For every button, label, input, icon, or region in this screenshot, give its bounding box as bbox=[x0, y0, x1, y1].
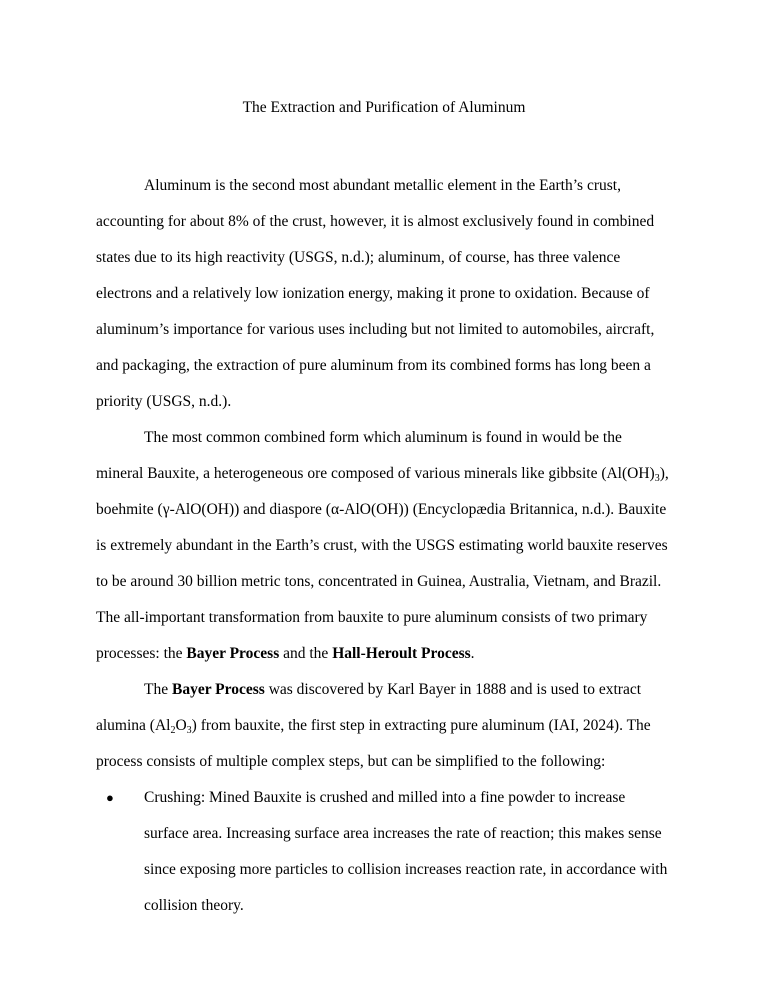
list-item-text: Crushing: Mined Bauxite is crushed and milled into a fine powder to increase surface area. Increasing surface area increases the rate of reaction; this makes sense since exposing more particles to collision increases reaction rate, in accordance with collision theory. bbox=[144, 789, 668, 914]
subscript: 2 bbox=[170, 725, 176, 736]
text-run: ), boehmite (γ-AlO(OH)) and diaspore (α-AlO(OH)) (Encyclopædia Britannica, n.d.). Bauxite is extremely abundant in the Earth’s crust, with the USGS estimating world bauxite reserves to be around 30 billion metric tons, concentrated in Guinea, Australia, Vietnam, and Brazil. The all-important transformation from bauxite to pure aluminum consists of two primary processes: the bbox=[96, 465, 669, 662]
paragraph-bauxite bbox=[96, 420, 672, 672]
text-run: The most common combined form which aluminum is found in would be the mineral Bauxite, a heterogeneous ore composed of various minerals like gibbsite (Al(OH) bbox=[96, 429, 655, 482]
subscript: 3 bbox=[186, 725, 192, 736]
text-run: . bbox=[470, 645, 475, 662]
bold-term-bayer: Bayer Process bbox=[171, 681, 265, 698]
bold-term-bayer: Bayer Process bbox=[186, 645, 280, 662]
text-run: The bbox=[144, 681, 172, 698]
list-item bbox=[96, 780, 672, 924]
text-run: and the bbox=[279, 645, 333, 662]
text-run: was discovered by Karl Bayer in 1888 and is used to extract alumina (Al bbox=[96, 681, 642, 734]
subscript: 3 bbox=[654, 473, 660, 484]
document-title: The Extraction and Purification of Aluminum bbox=[242, 99, 526, 116]
paragraph-bayer bbox=[96, 672, 672, 780]
text-run: O bbox=[175, 717, 187, 734]
text-run: ) from bauxite, the first step in extracting pure aluminum (IAI, 2024). The process consists of multiple complex steps, but can be simplified to the following: bbox=[96, 717, 651, 770]
bullet-icon: ● bbox=[106, 790, 114, 805]
bold-term-hall-heroult: Hall-Heroult Process bbox=[332, 645, 471, 662]
paragraph-intro: Aluminum is the second most abundant metallic element in the Earth’s crust, accounting for about 8% of the crust, however, it is almost exclusively found in combined states due to its high reactivity (USGS, n.d.); aluminum, of course, has three valence electrons and a relatively low ionization energy, making it prone to oxidation. Because of aluminum’s importance for various uses including but not limited to automobiles, aircraft, and packaging, the extraction of pure aluminum from its combined forms has long been a priority (USGS, n.d.). bbox=[96, 177, 655, 410]
bullet-list bbox=[96, 780, 672, 924]
